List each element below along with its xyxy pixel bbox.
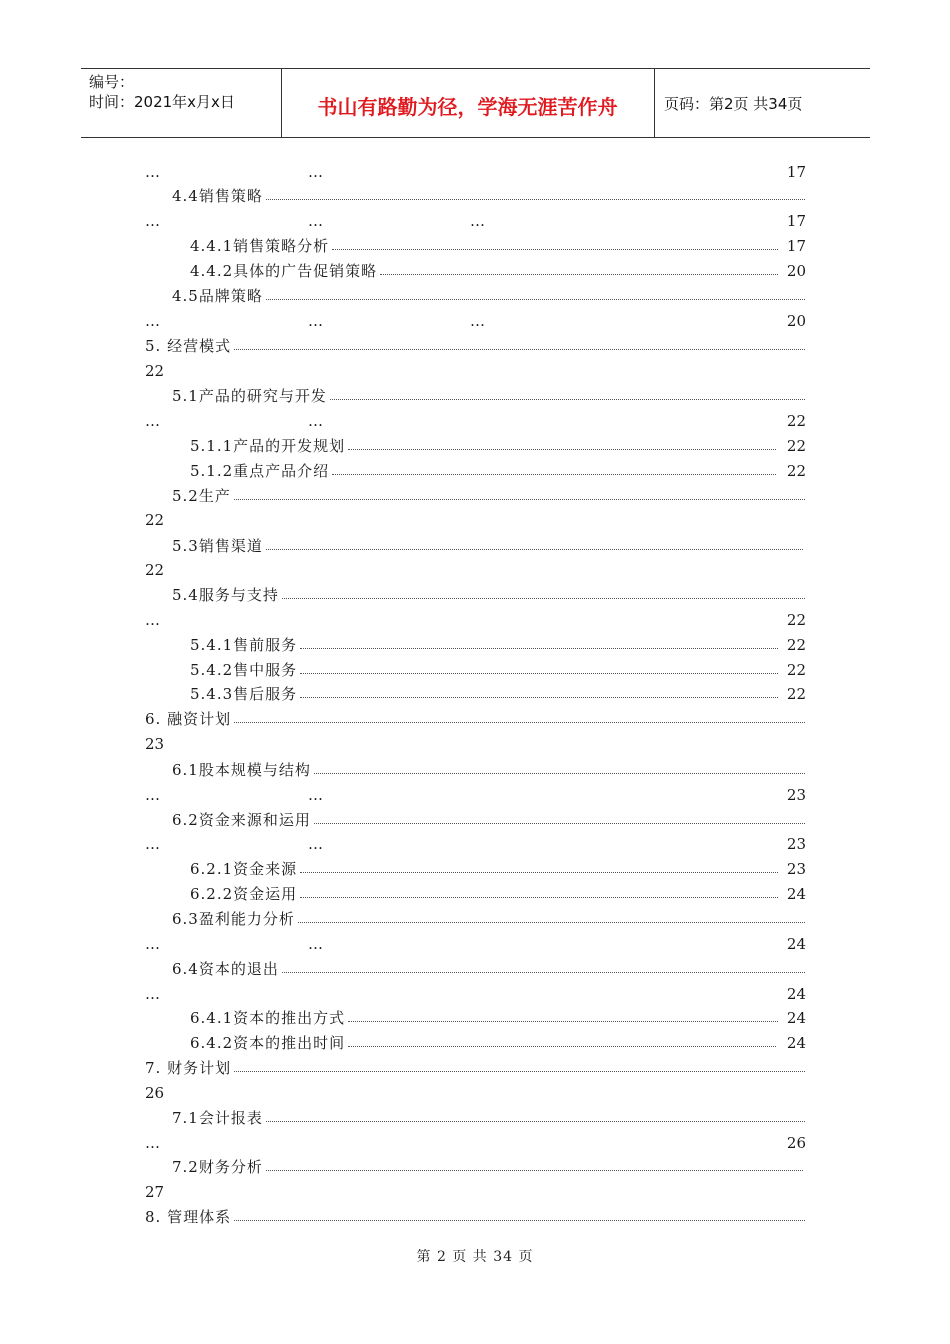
dot-leader [330, 399, 805, 400]
toc-entry [145, 709, 820, 729]
dot-leader [234, 349, 805, 350]
time-label: 时间：2021年x月x日 [89, 93, 235, 111]
toc-entry-page: 24 [786, 985, 806, 1003]
dot-leader [380, 274, 778, 275]
toc-entry-page: 22 [786, 437, 806, 455]
toc-entry-label: 5.4.2售中服务 [190, 661, 298, 679]
toc-entry-page: 22 [786, 412, 806, 430]
toc-entry-label: 5.1.2重点产品介绍 [190, 462, 330, 480]
dot-leader [348, 1046, 776, 1047]
ellipsis-fragment: … [145, 985, 160, 1003]
toc-entry [172, 536, 820, 556]
toc-entry-label: 6.4资本的退出 [172, 960, 279, 978]
toc-entry-label: 7.1会计报表 [172, 1109, 263, 1127]
ellipsis-fragment: … [145, 611, 160, 629]
ellipsis-fragment: … [308, 412, 323, 430]
wrapped-page-number: 22 [145, 511, 165, 529]
toc-entry [172, 186, 820, 206]
ellipsis-fragment: … [470, 212, 485, 230]
toc-entry-page: 24 [786, 1034, 806, 1052]
toc-entry-page: 17 [786, 212, 806, 230]
dot-leader [282, 598, 805, 599]
toc-entry-label: 5. 经营模式 [145, 337, 232, 355]
dot-leader [314, 773, 805, 774]
ellipsis-fragment: … [145, 935, 160, 953]
dot-leader [234, 722, 805, 723]
toc-entry-label: 6. 融资计划 [145, 710, 232, 728]
wrapped-page-number: 26 [145, 1084, 165, 1102]
dot-leader [348, 449, 776, 450]
toc-entry [190, 684, 820, 704]
toc-entry-label: 5.4.3售后服务 [190, 685, 298, 703]
toc-entry-label: 6.1股本规模与结构 [172, 761, 311, 779]
toc-entry-label: 5.4.1售前服务 [190, 636, 298, 654]
toc-entry-label: 6.2.1资金来源 [190, 860, 298, 878]
toc-entry [172, 1157, 820, 1177]
wrapped-page-number: 27 [145, 1183, 165, 1201]
toc-entry-label: 5.2生产 [172, 487, 231, 505]
toc-entry-page: 20 [786, 312, 806, 330]
toc-entry-label: 6.2.2资金运用 [190, 885, 298, 903]
ellipsis-fragment: … [308, 935, 323, 953]
toc-entry-page: 22 [786, 685, 806, 703]
toc-entry-page: 20 [786, 262, 806, 280]
dot-leader [266, 199, 805, 200]
toc-entry [172, 810, 820, 830]
toc-entry-label: 8. 管理体系 [145, 1208, 232, 1226]
toc-entry [172, 286, 820, 306]
toc-entry-page: 23 [786, 835, 806, 853]
dot-leader [234, 1220, 805, 1221]
toc-entry [172, 1108, 820, 1128]
wrapped-page-number: 22 [145, 362, 165, 380]
toc-entry-page: 24 [786, 1009, 806, 1027]
dot-leader [266, 1170, 803, 1171]
toc-entry [172, 909, 820, 929]
motto-text: 书山有路勤为径，学海无涯苦作舟 [317, 95, 618, 119]
toc-entry-label: 4.4.2具体的广告促销策略 [190, 262, 378, 280]
toc-entry-label: 6.2资金来源和运用 [172, 811, 311, 829]
toc-entry [190, 859, 820, 879]
toc-entry [172, 486, 820, 506]
toc-entry [190, 436, 820, 456]
ellipsis-fragment: … [308, 212, 323, 230]
toc-entry-label: 6.4.1资本的推出方式 [190, 1009, 346, 1027]
dot-leader [332, 474, 776, 475]
ellipsis-fragment: … [145, 835, 160, 853]
ellipsis-fragment: … [145, 412, 160, 430]
dot-leader [234, 1071, 805, 1072]
toc-entry-page: 17 [786, 163, 806, 181]
toc-entry-page: 17 [786, 237, 806, 255]
toc-entry [190, 884, 820, 904]
dot-leader [300, 673, 778, 674]
page-footer: 第 2 页 共 34 页 [416, 1249, 534, 1265]
toc-entry [190, 660, 820, 680]
toc-entry-label: 4.4销售策略 [172, 187, 263, 205]
dot-leader [298, 922, 805, 923]
wrapped-page-number: 22 [145, 561, 165, 579]
toc-entry-label: 5.1产品的研究与开发 [172, 387, 327, 405]
toc-entry-page: 26 [786, 1134, 806, 1152]
dot-leader [300, 697, 778, 698]
toc-entry [172, 760, 820, 780]
toc-entry [172, 959, 820, 979]
dot-leader [348, 1021, 778, 1022]
toc-entry [145, 336, 820, 356]
toc-entry-label: 7. 财务计划 [145, 1059, 232, 1077]
toc-entry-page: 24 [786, 935, 806, 953]
dot-leader [282, 972, 805, 973]
toc-entry-label: 6.4.2资本的推出时间 [190, 1034, 346, 1052]
toc-entry-page: 22 [786, 462, 806, 480]
toc-entry-label: 7.2财务分析 [172, 1158, 263, 1176]
toc-entry-page: 22 [786, 611, 806, 629]
toc-entry [190, 236, 820, 256]
ellipsis-fragment: … [145, 163, 160, 181]
toc-entry-page: 22 [786, 636, 806, 654]
toc-entry [190, 1008, 820, 1028]
dot-leader [266, 1121, 805, 1122]
ellipsis-fragment: … [308, 312, 323, 330]
toc-entry [145, 1058, 820, 1078]
toc-entry-label: 4.4.1销售策略分析 [190, 237, 330, 255]
dot-leader [300, 648, 778, 649]
toc-entry [172, 386, 820, 406]
ellipsis-fragment: … [145, 212, 160, 230]
toc-entry [190, 461, 820, 481]
toc-entry-label: 4.5品牌策略 [172, 287, 263, 305]
toc-entry-page: 23 [786, 786, 806, 804]
toc-entry-label: 5.3销售渠道 [172, 537, 263, 555]
toc-entry [190, 1033, 820, 1053]
wrapped-page-number: 23 [145, 735, 165, 753]
toc-entry-label: 6.3盈利能力分析 [172, 910, 295, 928]
ellipsis-fragment: … [145, 312, 160, 330]
dot-leader [266, 299, 805, 300]
toc-entry [190, 261, 820, 281]
ellipsis-fragment: … [145, 1134, 160, 1152]
toc-entry-page: 23 [786, 860, 806, 878]
ellipsis-fragment: … [308, 786, 323, 804]
dot-leader [300, 872, 778, 873]
dot-leader [300, 897, 778, 898]
dot-leader [266, 549, 803, 550]
ellipsis-fragment: … [470, 312, 485, 330]
dot-leader [234, 499, 805, 500]
ellipsis-fragment: … [308, 163, 323, 181]
ellipsis-fragment: … [145, 786, 160, 804]
dot-leader [332, 249, 778, 250]
ellipsis-fragment: … [308, 835, 323, 853]
page-info: 页码：第2页 共34页 [664, 95, 803, 113]
serial-label: 编号： [89, 73, 135, 91]
toc-entry [190, 635, 820, 655]
toc-entry-label: 5.4服务与支持 [172, 586, 279, 604]
toc-entry-label: 5.1.1产品的开发规划 [190, 437, 346, 455]
toc-entry [145, 1207, 820, 1227]
toc-entry-page: 22 [786, 661, 806, 679]
toc-entry-page: 24 [786, 885, 806, 903]
dot-leader [314, 823, 805, 824]
toc-entry [172, 585, 820, 605]
